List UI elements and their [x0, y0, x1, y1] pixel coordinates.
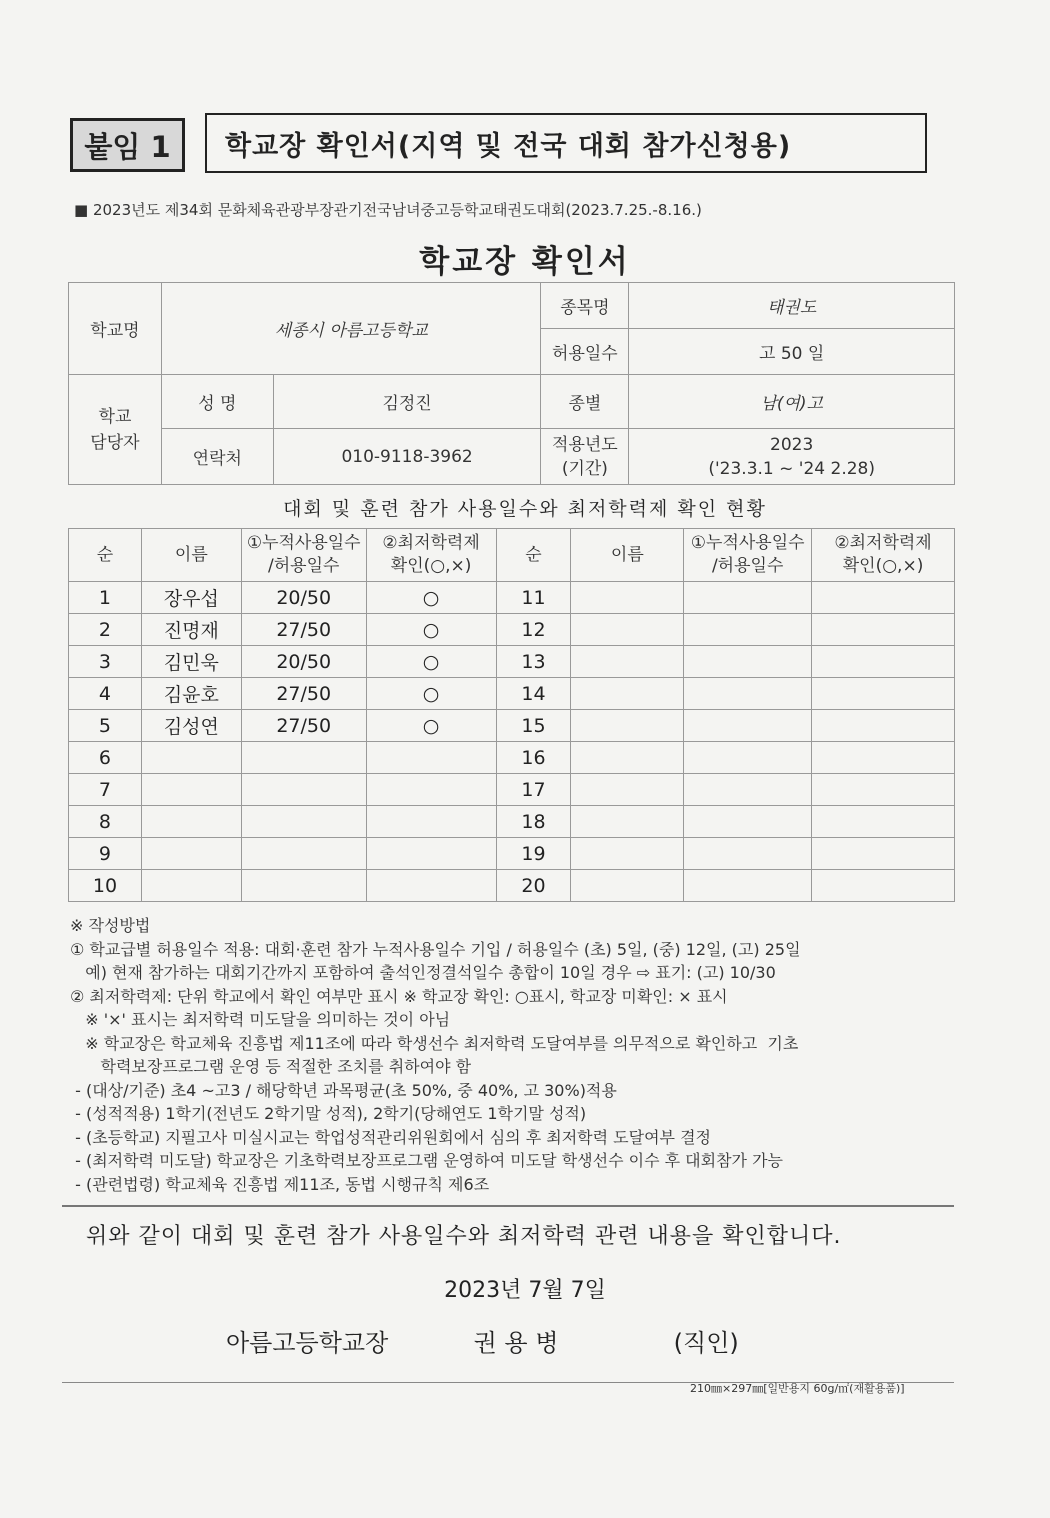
gender-value: 남(여)고	[629, 375, 955, 429]
cell-name	[571, 806, 684, 838]
cell-check	[812, 806, 955, 838]
cell-no: 17	[496, 774, 571, 806]
cell-no: 18	[496, 806, 571, 838]
cell-check	[812, 742, 955, 774]
note-line: ① 학교급별 허용일수 적용: 대회·훈련 참가 누적사용일수 기입 / 허용일수 (초) 5일, (중) 12일, (고) 25일	[70, 939, 801, 959]
cell-no: 14	[496, 678, 571, 710]
cell-check	[812, 582, 955, 614]
cell-no: 11	[496, 582, 571, 614]
cell-name: 장우섭	[141, 582, 241, 614]
cell-no: 19	[496, 838, 571, 870]
allowed-value: 고 50 일	[629, 329, 955, 375]
cell-days	[684, 710, 812, 742]
cell-days	[684, 742, 812, 774]
note-line: ② 최저학력제: 단위 학교에서 확인 여부만 표시 ※ 학교장 확인: ○표시, 학교장 미확인: × 표시	[70, 986, 728, 1006]
note-line: - (최저학력 미도달) 학교장은 기초학력보장프로그램 운영하여 미도달 학생선수 이수 후 대회참가 가능	[70, 1151, 783, 1170]
document-title: 학교장 확인서	[419, 244, 631, 280]
cell-name	[571, 614, 684, 646]
cell-name	[141, 774, 241, 806]
name-value: 김정진	[273, 375, 541, 429]
cell-days: 20/50	[241, 646, 366, 678]
note-line: ※ 작성방법	[70, 916, 151, 935]
note-line: ※ 학교장은 학교체육 진흥법 제11조에 따라 학생선수 최저학력 도달여부를 의무적으로 확인하고 기초	[70, 1033, 799, 1053]
cell-check	[366, 774, 496, 806]
note-line: - (성적적용) 1학기(전년도 2학기말 성적), 2학기(당해연도 1학기말 성적)	[70, 1104, 587, 1123]
cell-days	[241, 870, 366, 902]
athlete-table	[68, 528, 955, 902]
cell-no: 15	[496, 710, 571, 742]
cell-name	[141, 742, 241, 774]
year-value: 2023 ('23.3.1 ~ '24 2.28)	[629, 429, 955, 485]
cell-name: 김성연	[141, 710, 241, 742]
cell-no: 12	[496, 614, 571, 646]
cell-days	[684, 870, 812, 902]
note-line: - (초등학교) 지필고사 미실시교는 학업성적관리위원회에서 심의 후 최저학력 도달여부 결정	[70, 1127, 711, 1147]
year-label: 적용년도 (기간)	[541, 429, 629, 485]
cell-no: 6	[69, 742, 142, 774]
cell-days: 27/50	[241, 678, 366, 710]
header-check: ②최저학력제 확인(○,×)	[812, 529, 955, 582]
cell-days	[684, 646, 812, 678]
table-row	[69, 806, 955, 838]
event-line: ■ 2023년도 제34회 문화체육관광부장관기전국남녀중고등학교태권도대회(2023.7.25.-8.16.)	[74, 201, 702, 219]
cell-name	[141, 838, 241, 870]
table-row	[69, 582, 955, 614]
note-line: - (관련법령) 학교체육 진흥법 제11조, 동법 시행규칙 제6조	[70, 1174, 490, 1194]
name-label: 성 명	[161, 375, 273, 429]
cell-days	[241, 774, 366, 806]
cell-name: 김윤호	[141, 678, 241, 710]
cell-no: 8	[69, 806, 142, 838]
header-check: ②최저학력제 확인(○,×)	[366, 529, 496, 582]
cell-check	[812, 710, 955, 742]
cell-no: 10	[69, 870, 142, 902]
cell-name: 진명재	[141, 614, 241, 646]
cell-days: 20/50	[241, 582, 366, 614]
school-label: 학교명	[69, 283, 162, 375]
cell-no: 1	[69, 582, 142, 614]
header-name: 이름	[141, 529, 241, 582]
confirmation-text: 위와 같이 대회 및 훈련 참가 사용일수와 최저학력 관련 내용을 확인합니다.	[86, 1224, 842, 1249]
attachment-label: 붙임 1	[70, 118, 185, 172]
staff-label: 학교 담당자	[69, 375, 162, 485]
contact-label: 연락처	[161, 429, 273, 485]
cell-check	[812, 870, 955, 902]
cell-check	[366, 742, 496, 774]
cell-no: 20	[496, 870, 571, 902]
cell-days	[241, 806, 366, 838]
table-row	[69, 838, 955, 870]
cell-name	[571, 742, 684, 774]
cell-days: 27/50	[241, 614, 366, 646]
table-row	[69, 678, 955, 710]
cell-no: 4	[69, 678, 142, 710]
note-line: 예) 현재 참가하는 대회기간까지 포함하여 출석인정결석일수 총합이 10일 경우 ⇨ 표기: (고) 10/30	[70, 963, 776, 982]
signature-line	[226, 1323, 739, 1358]
table-row	[69, 646, 955, 678]
table-row	[69, 710, 955, 742]
cell-check: ○	[366, 614, 496, 646]
note-line: 학력보장프로그램 운영 등 적절한 조치를 취하여야 함	[70, 1057, 472, 1076]
cell-name	[571, 710, 684, 742]
cell-check	[812, 838, 955, 870]
cell-no: 2	[69, 614, 142, 646]
cell-days	[684, 582, 812, 614]
note-line: - (대상/기준) 초4 ~고3 / 해당학년 과목평균(초 50%, 중 40%, 고 30%)적용	[70, 1080, 617, 1100]
cell-days	[684, 806, 812, 838]
cell-no: 5	[69, 710, 142, 742]
cell-days: 27/50	[241, 710, 366, 742]
cell-days	[241, 838, 366, 870]
school-value: 세종시 아름고등학교	[161, 283, 541, 375]
divider	[62, 1205, 954, 1207]
cell-no: 9	[69, 838, 142, 870]
header-days: ①누적사용일수 /허용일수	[684, 529, 812, 582]
cell-days	[684, 838, 812, 870]
contact-value: 010-9118-3962	[273, 429, 541, 485]
cell-name: 김민욱	[141, 646, 241, 678]
table-row	[69, 614, 955, 646]
cell-days	[684, 614, 812, 646]
paper-spec: 210㎜×297㎜[일반용지 60g/㎡(재활용품)]	[690, 1382, 905, 1395]
event-label: 종목명	[541, 283, 629, 329]
cell-check: ○	[366, 710, 496, 742]
table-row	[69, 870, 955, 902]
cell-check	[366, 806, 496, 838]
cell-check	[812, 678, 955, 710]
cell-no: 7	[69, 774, 142, 806]
gender-label: 종별	[541, 375, 629, 429]
cell-days	[684, 774, 812, 806]
header-no: 순	[496, 529, 571, 582]
allowed-label: 허용일수	[541, 329, 629, 375]
info-table	[68, 282, 955, 485]
confirmation-date: 2023년 7월 7일	[444, 1278, 606, 1303]
cell-name	[571, 870, 684, 902]
official-seal: (직인)	[673, 1329, 739, 1357]
event-value: 태권도	[629, 283, 955, 329]
cell-name	[571, 646, 684, 678]
cell-name	[141, 870, 241, 902]
cell-check	[812, 614, 955, 646]
cell-name	[571, 838, 684, 870]
cell-no: 16	[496, 742, 571, 774]
school-principal-label: 아름고등학교장	[226, 1329, 389, 1357]
note-line: ※ '×' 표시는 최저학력 미도달을 의미하는 것이 아님	[70, 1010, 451, 1029]
table-row	[69, 774, 955, 806]
cell-no: 13	[496, 646, 571, 678]
table-row	[69, 742, 955, 774]
cell-check	[812, 646, 955, 678]
header-no: 순	[69, 529, 142, 582]
cell-name	[571, 582, 684, 614]
cell-name	[141, 806, 241, 838]
cell-check	[366, 838, 496, 870]
cell-check: ○	[366, 678, 496, 710]
cell-name	[571, 774, 684, 806]
cell-name	[571, 678, 684, 710]
cell-days	[241, 742, 366, 774]
instructions	[70, 914, 955, 1196]
principal-name: 권 용 병	[473, 1329, 559, 1357]
cell-days	[684, 678, 812, 710]
cell-check	[366, 870, 496, 902]
cell-check: ○	[366, 646, 496, 678]
form-title: 학교장 확인서(지역 및 전국 대회 참가신청용)	[205, 113, 927, 173]
header-days: ①누적사용일수 /허용일수	[241, 529, 366, 582]
cell-check	[812, 774, 955, 806]
cell-no: 3	[69, 646, 142, 678]
cell-check: ○	[366, 582, 496, 614]
header-name: 이름	[571, 529, 684, 582]
section-title: 대회 및 훈련 참가 사용일수와 최저학력제 확인 현황	[283, 498, 767, 520]
